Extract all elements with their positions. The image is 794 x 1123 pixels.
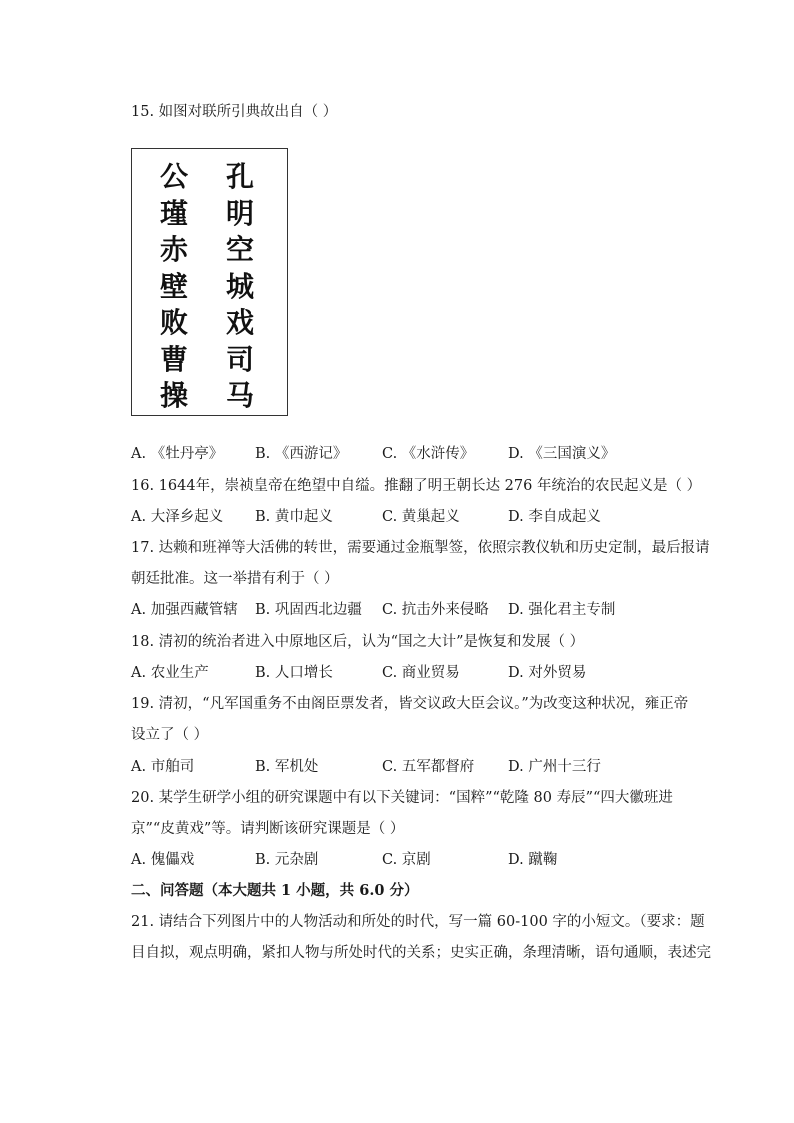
couplet-char: 城 bbox=[225, 269, 254, 303]
option-a[interactable]: A. 傀儡戏 bbox=[131, 852, 195, 868]
couplet-char: 赤 bbox=[159, 233, 188, 266]
option-b[interactable]: B. 元杂剧 bbox=[255, 852, 319, 868]
option-d[interactable]: D. 对外贸易 bbox=[508, 665, 587, 681]
option-a[interactable]: A. 《牡丹亭》 bbox=[131, 446, 224, 462]
question-15-options bbox=[131, 444, 701, 464]
option-d[interactable]: D. 李自成起义 bbox=[508, 509, 601, 525]
couplet-char: 败 bbox=[159, 306, 188, 339]
question-20-options bbox=[131, 850, 701, 870]
question-17-stem-line1: 17. 达赖和班禅等大活佛的转世，需要通过金瓶掣签，依照宗教仪轨和历史定制，最后报请 bbox=[131, 540, 710, 556]
couplet-char: 曹 bbox=[159, 342, 188, 376]
option-d[interactable]: D. 蹴鞠 bbox=[508, 852, 558, 868]
couplet-char: 马 bbox=[225, 379, 254, 412]
question-19-stem-line2: 设立了（ ） bbox=[131, 727, 209, 743]
option-c[interactable]: C. 抗击外来侵略 bbox=[382, 602, 489, 618]
couplet-char: 明 bbox=[225, 196, 254, 230]
option-b[interactable]: B. 黄巾起义 bbox=[255, 509, 333, 525]
question-16-options bbox=[131, 507, 701, 527]
option-c[interactable]: C. 京剧 bbox=[382, 852, 431, 868]
question-18-stem: 18. 清初的统治者进入中原地区后，认为“国之大计”是恢复和发展（ ） bbox=[131, 634, 585, 650]
question-21-stem-line2: 目自拟，观点明确，紧扣人物与所处时代的关系；史实正确，条理清晰，语句通顺，表述完 bbox=[131, 945, 711, 961]
option-c[interactable]: C. 黄巢起义 bbox=[382, 509, 460, 525]
couplet-char: 孔 bbox=[225, 160, 254, 193]
question-18-options bbox=[131, 663, 701, 683]
couplet-char: 空 bbox=[225, 233, 254, 266]
option-d[interactable]: D. 强化君主专制 bbox=[508, 602, 616, 618]
option-b[interactable]: B. 《西游记》 bbox=[255, 446, 348, 462]
option-c[interactable]: C. 商业贸易 bbox=[382, 665, 460, 681]
question-16-stem: 16. 1644年，崇祯皇帝在绝望中自缢。推翻了明王朝长达 276 年统治的农民起义是（ ） bbox=[131, 478, 702, 494]
question-20-stem-line1: 20. 某学生研学小组的研究课题中有以下关键词：“国粹”“乾隆 80 寿辰”“四大徽班进 bbox=[131, 790, 673, 806]
question-19-options bbox=[131, 757, 701, 777]
option-a[interactable]: A. 加强西藏管辖 bbox=[131, 602, 238, 618]
option-b[interactable]: B. 人口增长 bbox=[255, 665, 333, 681]
question-21-stem-line1: 21. 请结合下列图片中的人物活动和所处的时代，写一篇 60-100 字的小短文。（要求：题 bbox=[131, 914, 705, 930]
couplet-char: 公 bbox=[159, 160, 188, 193]
couplet-char: 操 bbox=[159, 379, 188, 412]
option-b[interactable]: B. 巩固西北边疆 bbox=[255, 602, 362, 618]
question-17-options bbox=[131, 600, 701, 620]
question-17-stem-line2: 朝廷批准。这一举措有利于（ ） bbox=[131, 571, 339, 587]
couplet-left-column bbox=[154, 159, 194, 415]
question-19-stem-line1: 19. 清初，“凡军国重务不由阁臣票发者，皆交议政大臣会议。”为改变这种状况，雍正帝 bbox=[131, 696, 689, 712]
option-d[interactable]: D. 《三国演义》 bbox=[508, 446, 616, 462]
option-d[interactable]: D. 广州十三行 bbox=[508, 759, 601, 775]
option-c[interactable]: C. 五军都督府 bbox=[382, 759, 475, 775]
couplet-char: 戏 bbox=[225, 306, 254, 339]
question-20-stem-line2: 京”“皮黄戏”等。请判断该研究课题是（ ） bbox=[131, 821, 405, 837]
option-a[interactable]: A. 大泽乡起义 bbox=[131, 509, 224, 525]
couplet-char: 司 bbox=[225, 342, 254, 376]
couplet-image bbox=[131, 148, 288, 416]
couplet-right-column bbox=[220, 159, 260, 415]
couplet-char: 瑾 bbox=[159, 196, 188, 230]
section-2-heading: 二、问答题（本大题共 1 小题，共 6.0 分） bbox=[131, 882, 419, 899]
option-a[interactable]: A. 市舶司 bbox=[131, 759, 195, 775]
option-b[interactable]: B. 军机处 bbox=[255, 759, 319, 775]
question-15-stem: 15. 如图对联所引典故出自（ ） bbox=[131, 104, 338, 120]
option-c[interactable]: C. 《水浒传》 bbox=[382, 446, 475, 462]
couplet-char: 壁 bbox=[159, 269, 188, 303]
option-a[interactable]: A. 农业生产 bbox=[131, 665, 209, 681]
